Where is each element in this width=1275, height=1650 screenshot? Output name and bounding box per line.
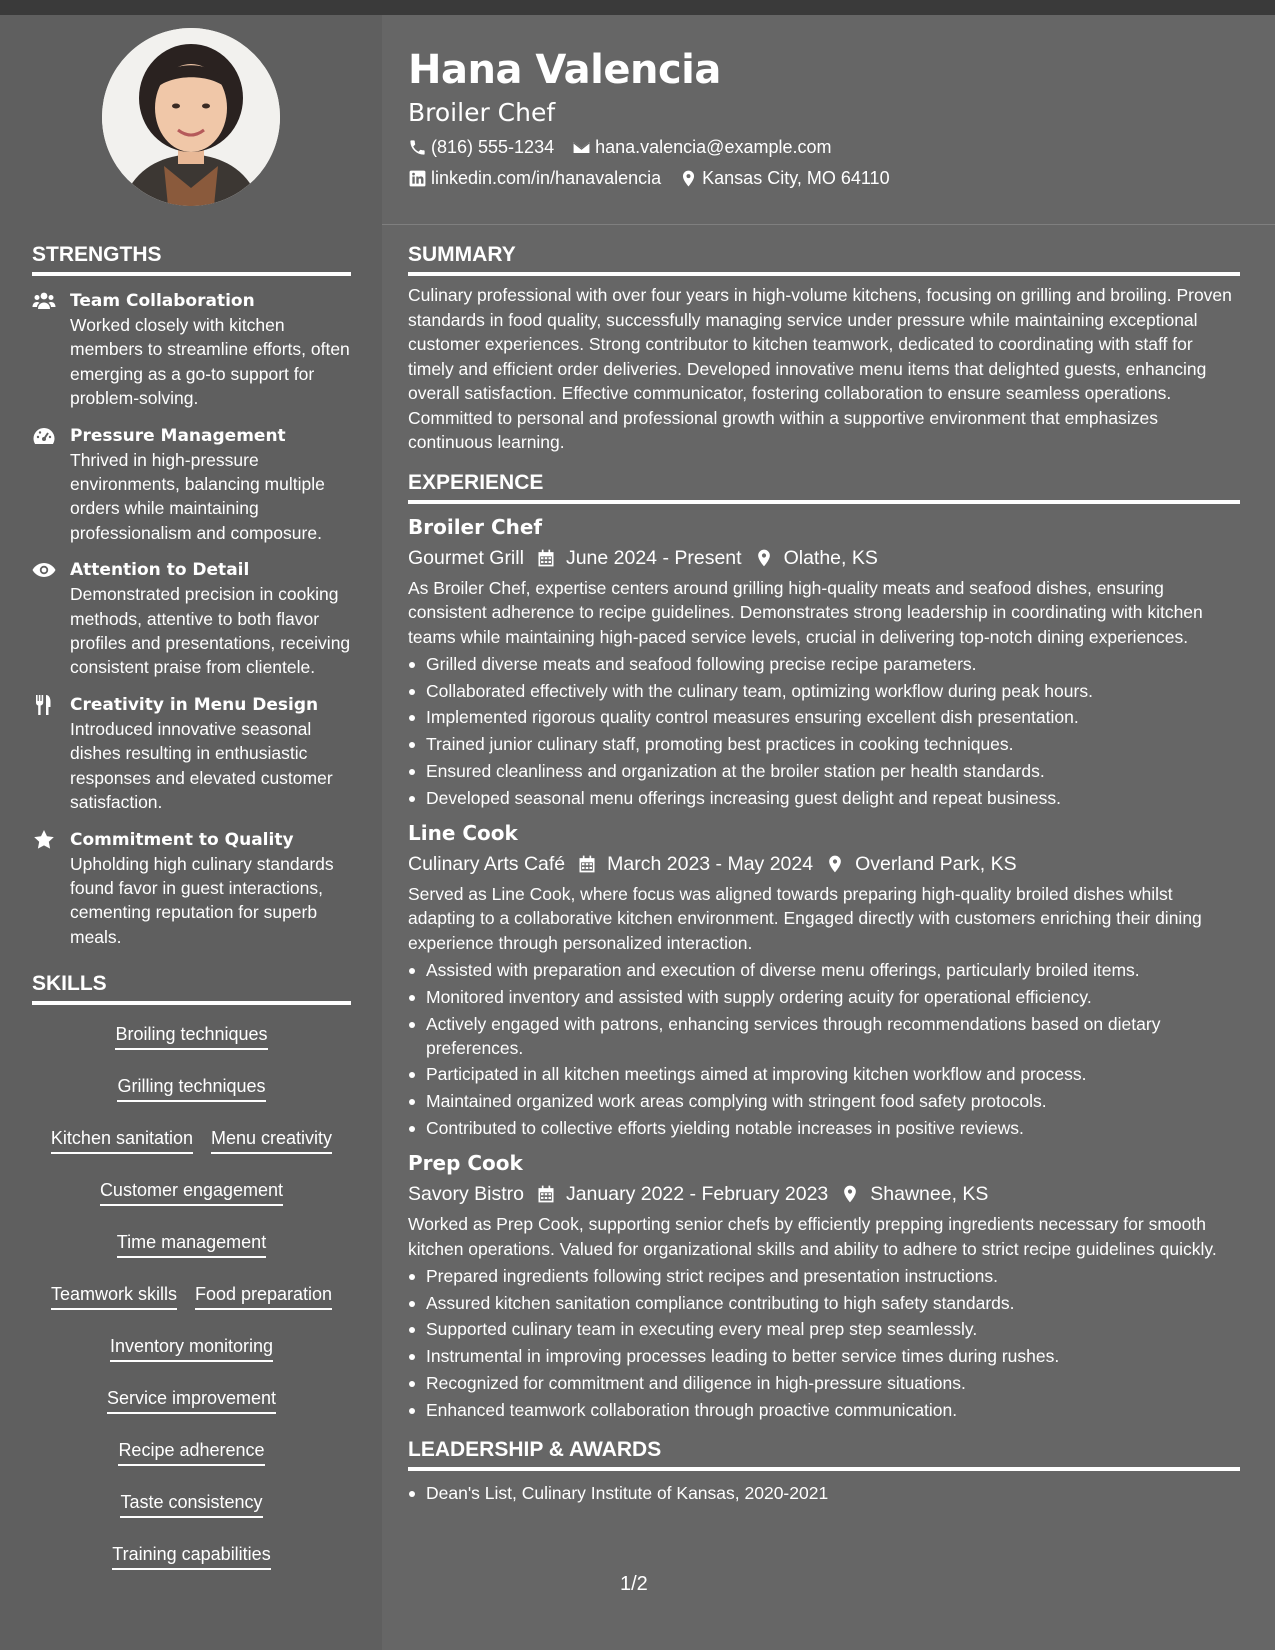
job-meta bbox=[408, 1180, 1240, 1208]
list-item: Supported culinary team in executing every meal prep step seamlessly. bbox=[408, 1317, 1240, 1341]
summary-text: Culinary professional with over four years in high-volume kitchens, focusing on grilling and broiling. Proven standards in food quality, successfully managing service under pressure while maintaining exceptional customer experiences. Strong contributor to kitchen teamwork, dedicated to coordinating with staff for timely and efficient order deliveries. Developed innovative menu items that delighted guests, enhancing overall satisfaction. Effective communicator, fostering collaboration to ensure seamless operations. Committed to personal and professional growth within a supportive environment that emphasizes continuous learning. bbox=[408, 285, 1232, 452]
profile-photo bbox=[102, 28, 280, 206]
strength-item bbox=[32, 424, 351, 546]
list-item: Instrumental in improving processes leading to better service times during rushes. bbox=[408, 1344, 1240, 1368]
list-item: Assisted with preparation and execution of diverse menu offerings, particularly broiled items. bbox=[408, 958, 1240, 982]
strength-title: Team Collaboration bbox=[70, 291, 255, 311]
list-item: Monitored inventory and assisted with supply ordering acuity for operational efficiency. bbox=[408, 985, 1240, 1009]
job-location: Overland Park, KS bbox=[855, 852, 1017, 875]
strength-title: Pressure Management bbox=[70, 425, 286, 446]
candidate-title: Broiler Chef bbox=[408, 98, 556, 127]
job-bullets bbox=[408, 958, 1240, 1140]
job-location: Olathe, KS bbox=[783, 546, 878, 569]
candidate-name: Hana Valencia bbox=[408, 47, 721, 93]
eye-icon bbox=[32, 560, 56, 580]
list-item: Grilled diverse meats and seafood following precise recipe parameters. bbox=[408, 652, 1240, 676]
job-entry bbox=[408, 820, 1240, 1140]
strengths-heading: STRENGTHS bbox=[32, 242, 351, 276]
job-dates: June 2024 - Present bbox=[565, 546, 742, 569]
strength-item bbox=[32, 289, 351, 411]
star-icon bbox=[32, 830, 56, 850]
map-pin-icon bbox=[679, 169, 698, 188]
skill-tag: Menu creativity bbox=[211, 1126, 332, 1154]
skill-tag: Service improvement bbox=[107, 1386, 276, 1414]
right-column bbox=[408, 242, 1240, 1505]
skill-tag: Teamwork skills bbox=[51, 1282, 177, 1310]
linkedin-icon bbox=[408, 169, 427, 188]
job-title: Line Cook bbox=[408, 820, 518, 845]
left-column bbox=[32, 242, 351, 1585]
gauge-icon bbox=[32, 426, 56, 446]
awards-list bbox=[408, 1481, 1240, 1505]
skill-tag: Food preparation bbox=[195, 1282, 332, 1310]
map-pin-icon bbox=[754, 548, 774, 568]
map-pin-icon bbox=[825, 854, 845, 874]
job-company: Gourmet Grill bbox=[408, 546, 524, 569]
job-entry bbox=[408, 514, 1240, 810]
strength-item bbox=[32, 693, 351, 815]
skill-tag: Grilling techniques bbox=[117, 1074, 265, 1102]
list-item: Prepared ingredients following strict recipes and presentation instructions. bbox=[408, 1264, 1240, 1288]
map-pin-icon bbox=[840, 1184, 860, 1204]
list-item: Developed seasonal menu offerings increasing guest delight and repeat business. bbox=[408, 786, 1240, 810]
job-bullets bbox=[408, 1264, 1240, 1422]
strength-title: Creativity in Menu Design bbox=[70, 694, 319, 715]
calendar-icon bbox=[536, 1184, 556, 1204]
list-item: Collaborated effectively with the culinary team, optimizing workflow during peak hours. bbox=[408, 679, 1240, 703]
skill-tag: Customer engagement bbox=[100, 1178, 283, 1206]
contact-row-1 bbox=[408, 135, 1248, 159]
calendar-icon bbox=[577, 854, 597, 874]
job-title: Prep Cook bbox=[408, 1151, 523, 1176]
list-item: Actively engaged with patrons, enhancing services through recommendations based on dietary preferences. bbox=[408, 1012, 1240, 1060]
email-contact[interactable] bbox=[572, 135, 831, 159]
page-number: 1/2 bbox=[620, 1573, 648, 1595]
list-item: Assured kitchen sanitation compliance contributing to high safety standards. bbox=[408, 1291, 1240, 1315]
list-item: Enhanced teamwork collaboration through proactive communication. bbox=[408, 1398, 1240, 1422]
list-item: Ensured cleanliness and organization at the broiler station per health standards. bbox=[408, 759, 1240, 783]
job-description: Worked as Prep Cook, supporting senior chefs by efficiently prepping ingredients necessary for smooth kitchen operations. Valued for organizational skills and ability to adhere to strict recipe guidelines quickly. bbox=[408, 1214, 1217, 1259]
location-contact bbox=[679, 166, 889, 190]
strength-item bbox=[32, 558, 351, 680]
job-dates: March 2023 - May 2024 bbox=[607, 852, 814, 875]
envelope-icon bbox=[572, 138, 591, 157]
skill-tag: Time management bbox=[117, 1230, 266, 1258]
skill-tag: Inventory monitoring bbox=[110, 1334, 273, 1362]
utensils-icon bbox=[32, 695, 56, 715]
awards-heading: LEADERSHIP & AWARDS bbox=[408, 1437, 1240, 1471]
top-bar bbox=[0, 0, 1275, 15]
email-link[interactable]: hana.valencia@example.com bbox=[595, 137, 832, 157]
strength-desc: Thrived in high-pressure environments, balancing multiple orders while maintaining professionalism and composure. bbox=[70, 449, 325, 543]
strength-title: Commitment to Quality bbox=[70, 829, 294, 850]
job-bullets bbox=[408, 652, 1240, 810]
job-description: Served as Line Cook, where focus was aligned towards preparing high-quality broiled dishes whilst adapting to a collaborative kitchen environment. Engaged directly with customers enriching their dining experience through personalized interaction. bbox=[408, 883, 1202, 953]
job-dates: January 2022 - February 2023 bbox=[565, 1183, 829, 1206]
job-meta bbox=[408, 850, 1240, 878]
list-item: Recognized for commitment and diligence in high-pressure situations. bbox=[408, 1371, 1240, 1395]
skill-tag: Broiling techniques bbox=[115, 1022, 267, 1050]
linkedin-link[interactable]: linkedin.com/in/hanavalencia bbox=[431, 168, 662, 188]
list-item: Participated in all kitchen meetings aimed at improving kitchen workflow and process. bbox=[408, 1062, 1240, 1086]
skill-tag: Taste consistency bbox=[120, 1490, 262, 1518]
strength-item bbox=[32, 828, 351, 950]
linkedin-contact[interactable] bbox=[408, 166, 661, 190]
job-meta bbox=[408, 544, 1240, 572]
job-description: As Broiler Chef, expertise centers around grilling high-quality meats and seafood dishes, ensuring consistent adherence to recipe guidelines. Demonstrates strong leadership in coordinating with kitchen teams while maintaining high-paced service levels, crucial in delivering top-notch dining experiences. bbox=[408, 577, 1203, 647]
job-company: Savory Bistro bbox=[408, 1183, 524, 1206]
strength-title: Attention to Detail bbox=[70, 560, 250, 581]
phone-icon bbox=[408, 138, 427, 157]
strength-desc: Introduced innovative seasonal dishes resulting in enthusiastic responses and elevated customer satisfaction. bbox=[70, 718, 333, 813]
strength-desc: Upholding high culinary standards found favor in guest interactions, cementing reputation for superb meals. bbox=[70, 853, 334, 947]
header-divider bbox=[382, 224, 1275, 225]
resume-header bbox=[408, 42, 1248, 190]
experience-heading: EXPERIENCE bbox=[408, 470, 1240, 504]
contact-row-2 bbox=[408, 166, 1248, 190]
job-company: Culinary Arts Café bbox=[408, 852, 566, 875]
phone-text: (816) 555-1234 bbox=[431, 137, 555, 157]
strength-desc: Demonstrated precision in cooking methods, attentive to both flavor profiles and presentations, receiving consistent praise from clientele. bbox=[70, 584, 351, 678]
skill-tag: Kitchen sanitation bbox=[51, 1126, 193, 1154]
list-item: Contributed to collective efforts yielding notable increases in positive reviews. bbox=[408, 1116, 1240, 1140]
skills-list bbox=[32, 1013, 351, 1585]
skills-heading: SKILLS bbox=[32, 971, 351, 1005]
list-item: Maintained organized work areas complying with stringent food safety protocols. bbox=[408, 1089, 1240, 1113]
phone-contact bbox=[408, 135, 554, 159]
location-text: Kansas City, MO 64110 bbox=[702, 168, 890, 188]
list-item: Implemented rigorous quality control measures ensuring excellent dish presentation. bbox=[408, 705, 1240, 729]
job-location: Shawnee, KS bbox=[870, 1183, 989, 1206]
list-item: Dean's List, Culinary Institute of Kansas, 2020-2021 bbox=[408, 1481, 1240, 1505]
summary-heading: SUMMARY bbox=[408, 242, 1240, 276]
list-item: Trained junior culinary staff, promoting best practices in cooking techniques. bbox=[408, 732, 1240, 756]
calendar-icon bbox=[536, 548, 556, 568]
users-icon bbox=[32, 291, 56, 311]
skill-tag: Training capabilities bbox=[112, 1542, 270, 1570]
strength-desc: Worked closely with kitchen members to streamline efforts, often emerging as a go-to support for problem-solving. bbox=[70, 315, 350, 409]
job-entry bbox=[408, 1150, 1240, 1422]
skill-tag: Recipe adherence bbox=[118, 1438, 264, 1466]
job-title: Broiler Chef bbox=[408, 514, 543, 539]
